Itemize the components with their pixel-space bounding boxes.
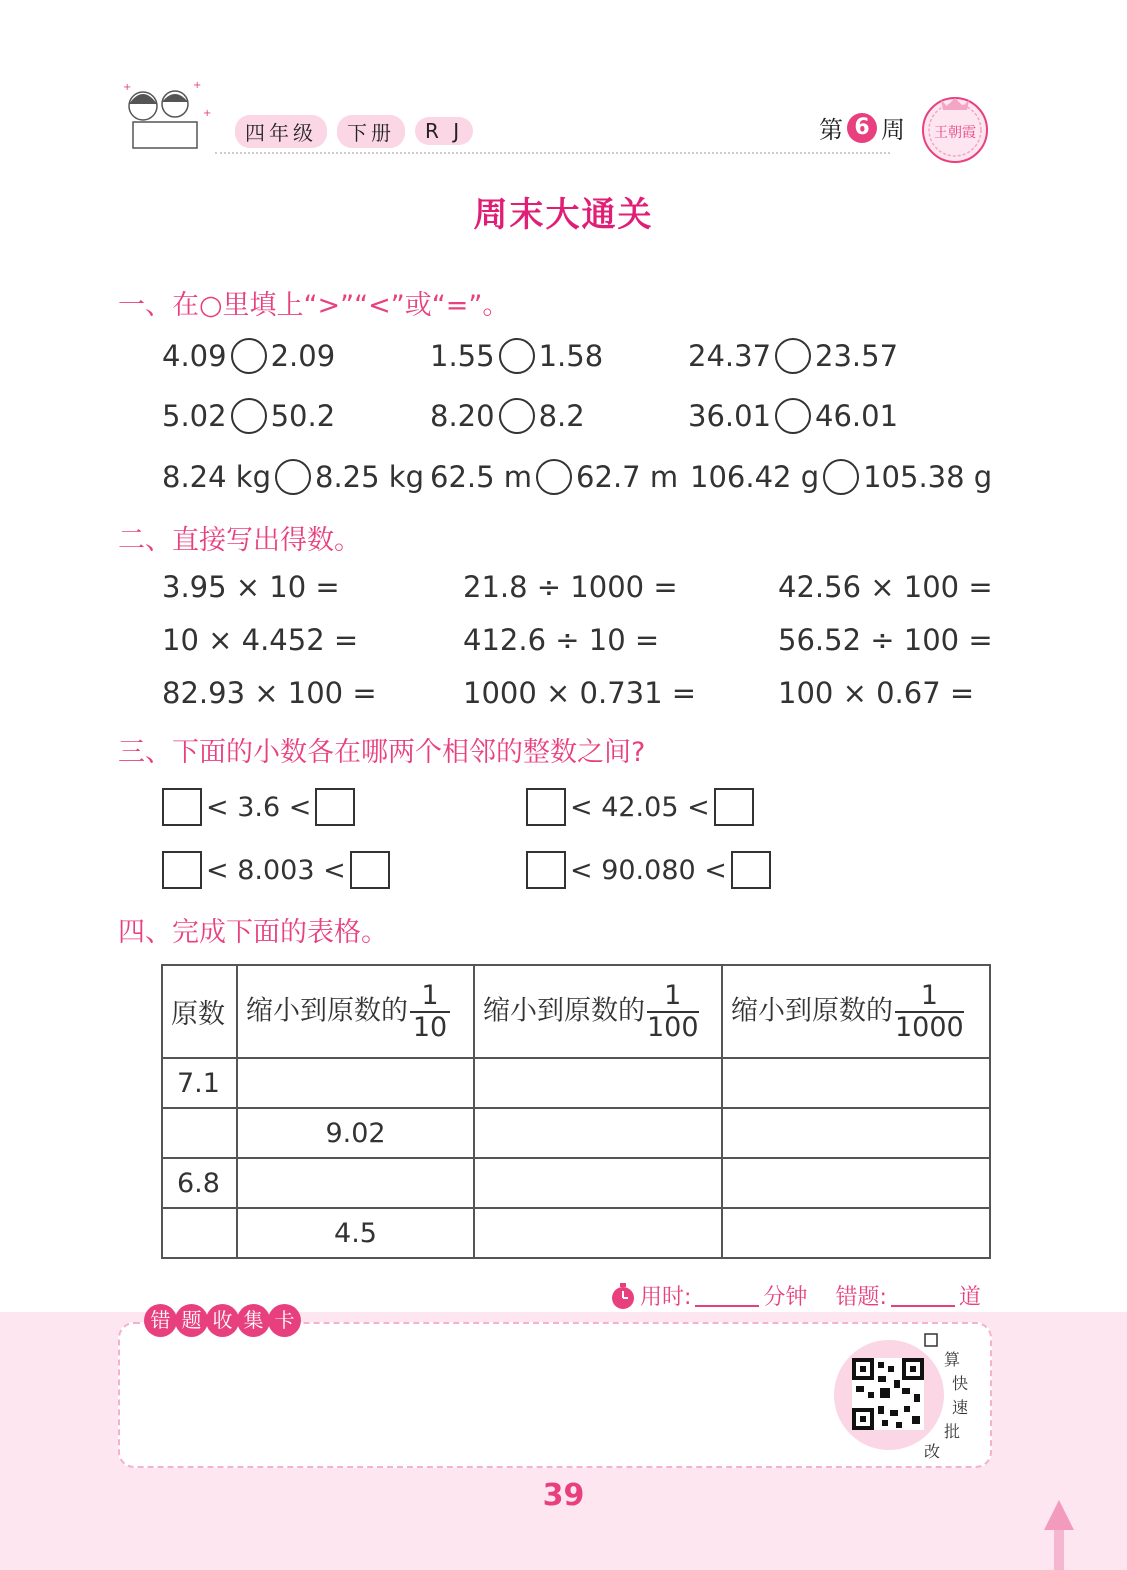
answer-circle[interactable] [499,338,535,374]
svg-text:+: + [123,82,132,93]
grade-label [235,116,473,146]
calc-item: 82.93 × 100 = [162,676,377,710]
table-cell: 7.1 [162,1058,237,1108]
compare-right: 23.57 [815,339,899,373]
fraction: $\frac{1}{1000}$ [895,979,964,1043]
card-title: 错 题 收 集 卡 [144,1304,299,1337]
compare-right: 1.58 [538,339,604,373]
up-arrow-icon [1044,1500,1074,1570]
answer-box[interactable] [315,788,355,826]
answer-circle[interactable] [823,459,859,495]
svg-text:+: + [193,80,202,91]
table-cell: 4.5 [237,1208,474,1258]
table-header-row [162,965,990,1058]
fraction: $\frac{1}{100}$ [647,979,699,1043]
error-unit: 道 [958,1285,981,1310]
calc-item: 3.95 × 10 = [162,570,340,604]
compare-right: 8.2 [538,399,585,433]
time-unit: 分钟 [763,1285,808,1310]
section-1-heading: 一、在○里填上“>”“<”或“=”。 [118,290,510,321]
table-cell[interactable] [162,1208,237,1258]
answer-box[interactable] [526,851,566,889]
table-cell[interactable] [162,1108,237,1158]
compare-item [430,459,678,495]
compare-left: 5.02 [162,399,227,433]
qr-side-char: 快 [952,1374,969,1393]
answer-circle[interactable] [775,338,811,374]
week-suffix: 周 [881,116,905,144]
table-cell: 9.02 [237,1108,474,1158]
table-cell[interactable] [474,1058,722,1108]
compare-item [162,338,335,374]
range-text: < 42.05 < [570,791,710,823]
qr-code-icon[interactable] [852,1358,924,1430]
table-cell[interactable] [722,1058,990,1108]
error-label: 错题: [835,1285,887,1310]
answer-circle[interactable] [231,338,267,374]
week-prefix: 第 [819,116,843,144]
table-cell[interactable] [237,1058,474,1108]
compare-left: 24.37 [688,339,772,373]
compare-left: 8.24 kg [162,460,271,494]
compare-right: 105.38 g [863,460,993,494]
range-item [522,788,758,826]
page-header [115,70,995,170]
error-blank[interactable] [891,1285,955,1307]
answer-box[interactable] [526,788,566,826]
range-item [158,788,359,826]
stamp-text: 王朝霞 [934,125,976,141]
table-header-col: 缩小到原数的 $\frac{1}{100}$ [474,965,722,1058]
answer-box[interactable] [731,851,771,889]
compare-right: 46.01 [815,399,899,433]
section-4-heading: 四、完成下面的表格。 [118,917,388,948]
compare-right: 8.25 kg [315,460,424,494]
compare-item [162,398,335,434]
grade-part: 四年级 [235,115,327,148]
compare-item [430,338,603,374]
table-header-col: 缩小到原数的 $\frac{1}{10}$ [237,965,474,1058]
calc-item: 10 × 4.452 = [162,623,359,657]
answer-box[interactable] [350,851,390,889]
compare-left: 8.20 [430,399,495,433]
calc-item: 100 × 0.67 = [778,676,975,710]
qr-side-char: 改 [924,1442,941,1461]
time-label: 用时: [640,1285,692,1310]
checkbox-icon[interactable] [924,1333,938,1347]
table-cell[interactable] [722,1208,990,1258]
compare-right: 62.7 m [576,460,679,494]
table-row [162,1108,990,1158]
section-2-heading: 二、直接写出得数。 [118,525,361,556]
compare-item [688,398,898,434]
scale-table [161,964,991,1259]
compare-left: 106.42 g [690,460,820,494]
range-item [158,851,394,889]
answer-box[interactable] [162,788,202,826]
table-row [162,1158,990,1208]
table-header-col: 缩小到原数的 $\frac{1}{1000}$ [722,965,990,1058]
table-cell[interactable] [237,1158,474,1208]
answer-box[interactable] [714,788,754,826]
qr-side-char: 速 [952,1398,969,1417]
calc-item: 1000 × 0.731 = [463,676,697,710]
qr-side-char: 批 [944,1422,961,1441]
answer-circle[interactable] [231,398,267,434]
stamp-logo-icon [919,92,991,164]
answer-circle[interactable] [499,398,535,434]
compare-left: 4.09 [162,339,227,373]
answer-circle[interactable] [536,459,572,495]
table-cell[interactable] [722,1158,990,1208]
compare-item [690,459,992,495]
answer-box[interactable] [162,851,202,889]
time-error-record [610,1280,981,1311]
page-number: 39 [542,1478,585,1513]
compare-left: 36.01 [688,399,772,433]
kids-illustration-icon [115,76,215,156]
compare-left: 62.5 m [430,460,533,494]
range-text: < 3.6 < [206,791,312,823]
calc-item: 42.56 × 100 = [778,570,993,604]
grade-part: 下册 [337,115,405,148]
grade-part: R J [415,117,473,145]
header-divider [215,152,890,154]
fraction: $\frac{1}{10}$ [410,981,450,1043]
table-row [162,1208,990,1258]
stopwatch-icon [610,1282,636,1310]
table-cell[interactable] [474,1158,722,1208]
calc-item: 21.8 ÷ 1000 = [463,570,678,604]
compare-left: 1.55 [430,339,495,373]
answer-circle[interactable] [275,459,311,495]
svg-text:+: + [203,108,212,119]
week-label [819,110,905,145]
compare-item [688,338,898,374]
section-3-heading: 三、下面的小数各在哪两个相邻的整数之间? [118,737,646,768]
table-cell[interactable] [474,1108,722,1158]
table-cell[interactable] [722,1108,990,1158]
page-title: 周末大通关 [473,195,654,235]
table-cell: 6.8 [162,1158,237,1208]
week-number: 6 [847,113,877,143]
range-item [522,851,775,889]
compare-item [430,398,585,434]
answer-circle[interactable] [775,398,811,434]
compare-right: 50.2 [270,399,336,433]
calc-item: 412.6 ÷ 10 = [463,623,660,657]
table-cell[interactable] [474,1208,722,1258]
compare-right: 2.09 [270,339,336,373]
qr-side-char: 算 [944,1350,961,1369]
table-header-original: 原数 [162,965,237,1058]
compare-item [162,459,424,495]
range-text: < 8.003 < [206,854,346,886]
time-blank[interactable] [695,1285,759,1307]
calc-item: 56.52 ÷ 100 = [778,623,993,657]
table-row [162,1058,990,1108]
range-text: < 90.080 < [570,854,727,886]
